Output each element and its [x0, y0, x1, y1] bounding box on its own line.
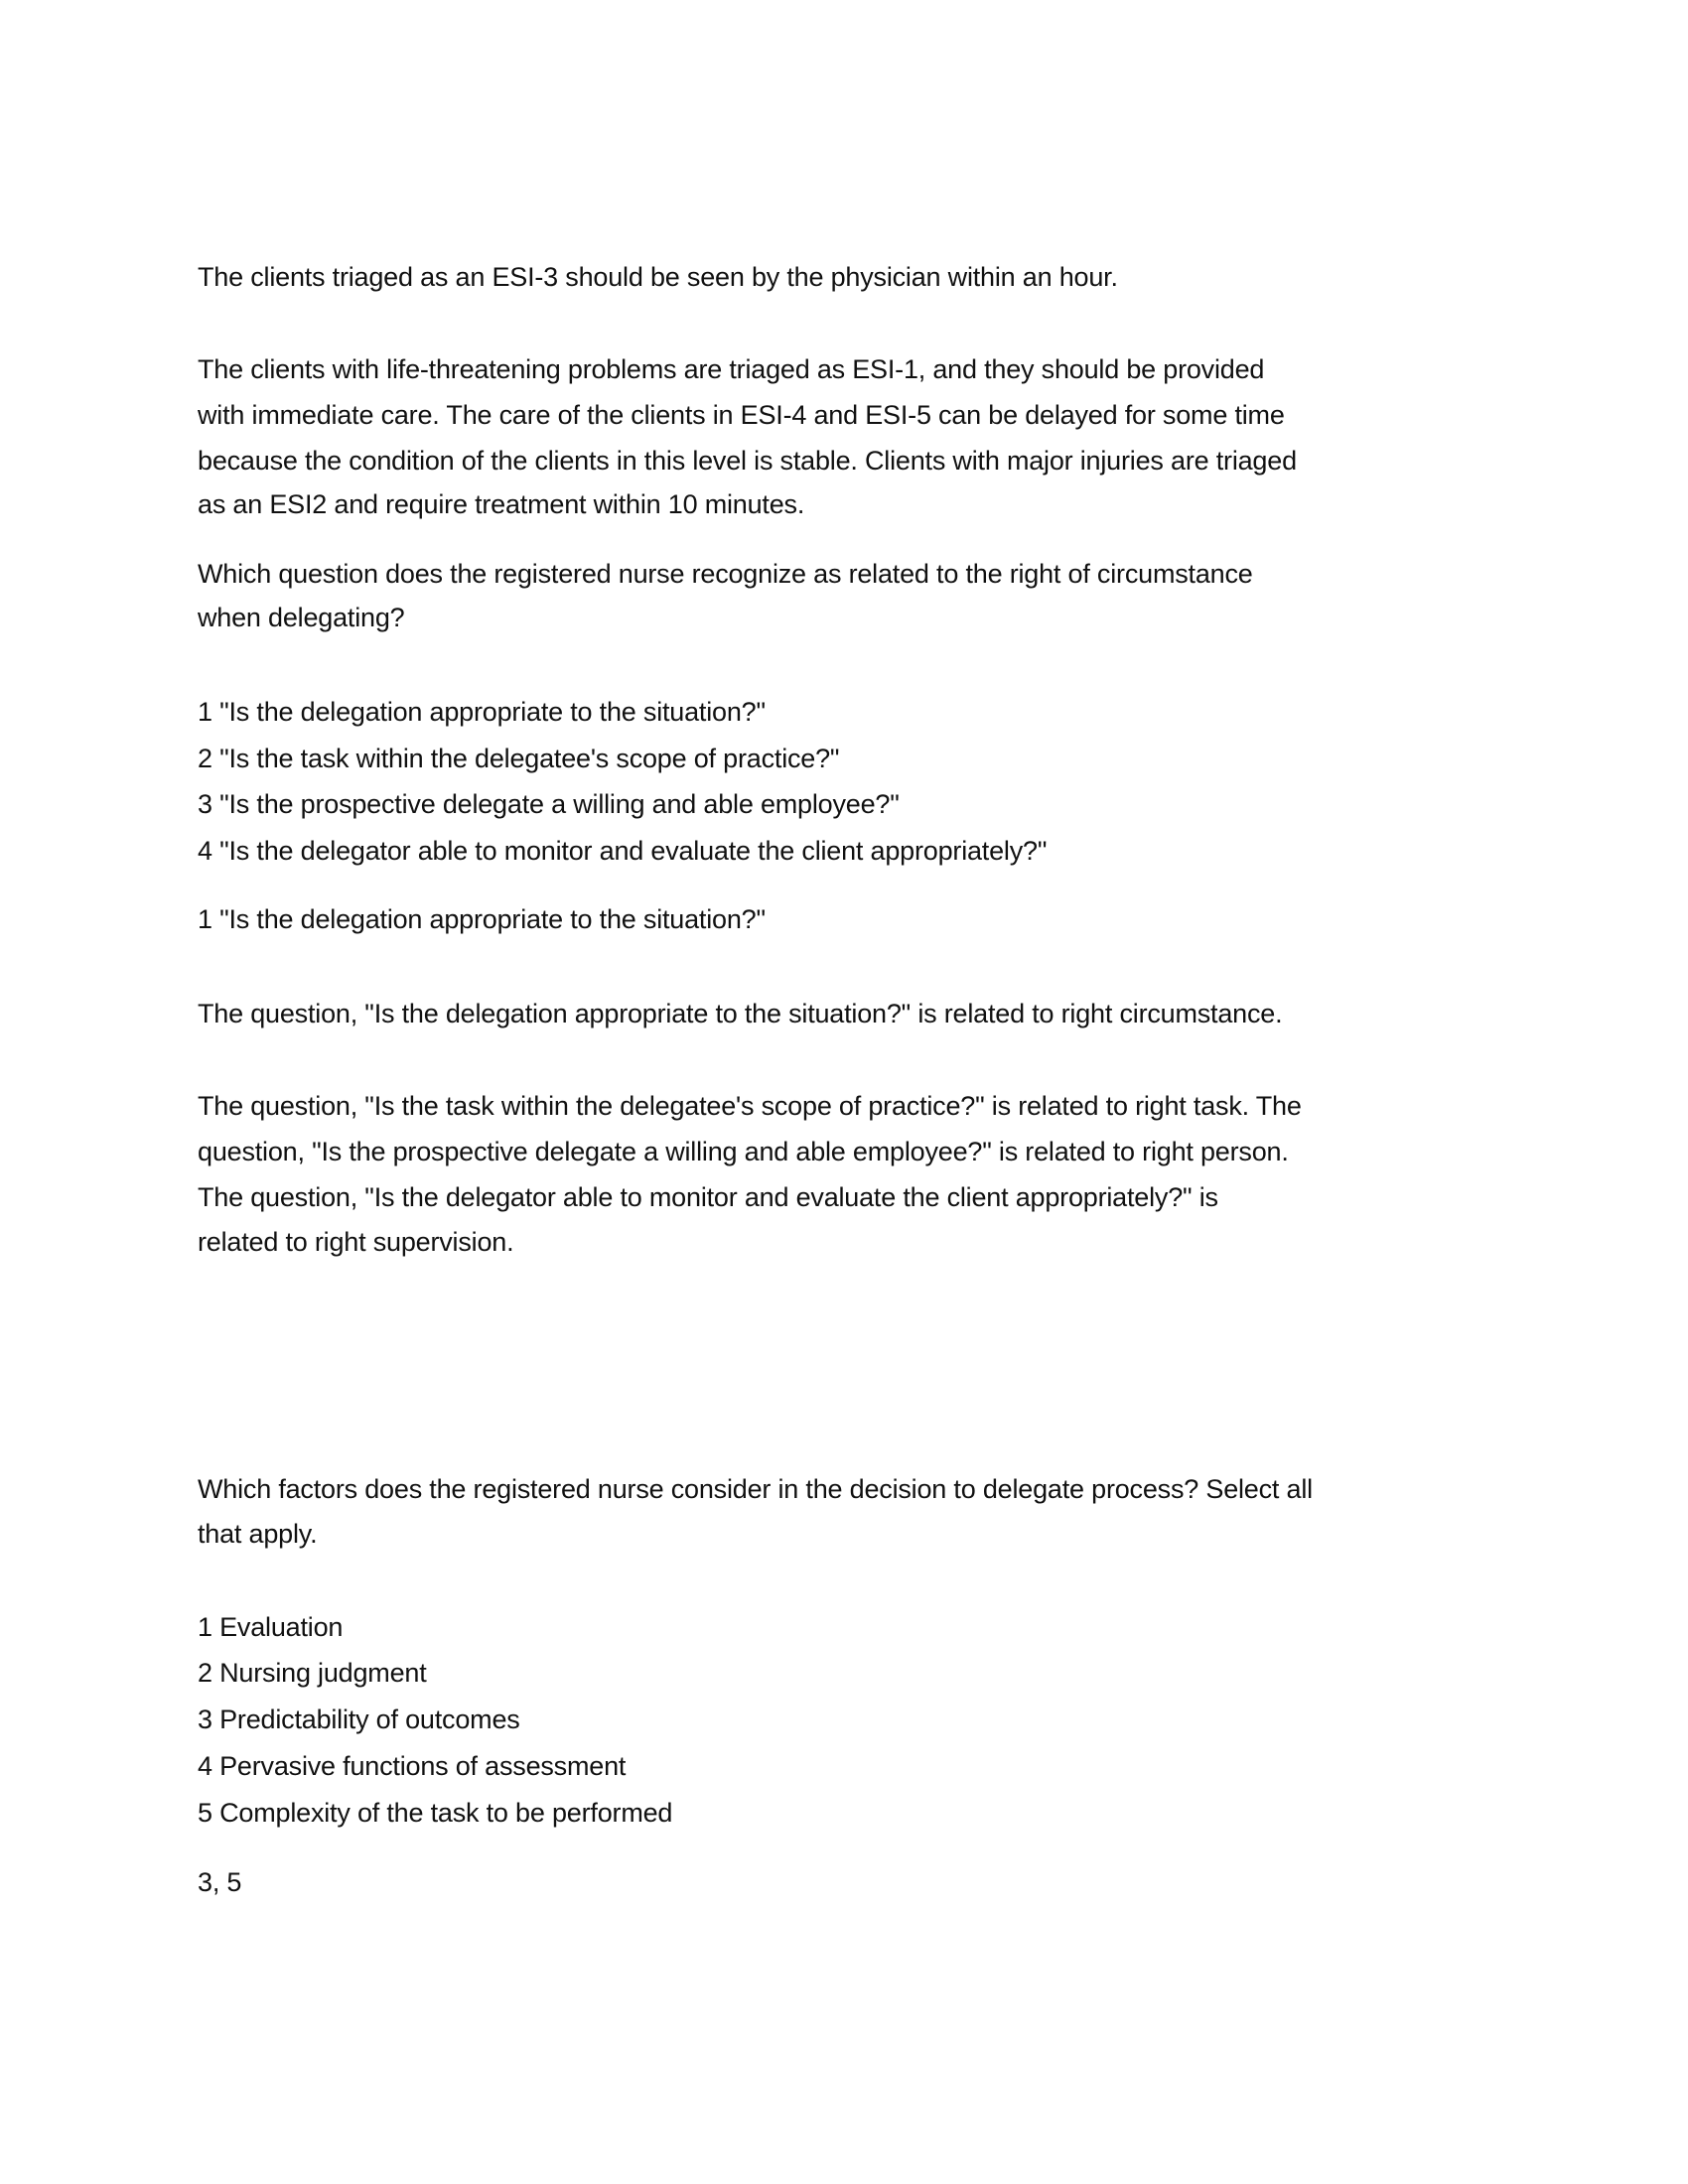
question-1-option: 4 "Is the delegator able to monitor and evaluate the client appropriately?" [198, 836, 1048, 866]
question-2-option: 3 Predictability of outcomes [198, 1705, 520, 1734]
question-2-option: 5 Complexity of the task to be performed [198, 1798, 673, 1828]
question-2-option: 4 Pervasive functions of assessment [198, 1751, 627, 1781]
rationale-line: because the condition of the clients in this level is stable. Clients with major injuries are triaged [198, 446, 1297, 476]
question-1-answer: 1 "Is the delegation appropriate to the situation?" [198, 904, 766, 934]
question-1-explanation: The question, "Is the task within the delegatee's scope of practice?" is related to right task. The [198, 1091, 1302, 1121]
rationale-line: as an ESI2 and require treatment within 10 minutes. [198, 489, 805, 519]
question-1-text: when delegating? [198, 603, 405, 632]
question-1-option: 1 "Is the delegation appropriate to the situation?" [198, 697, 766, 727]
question-1-explanation: question, "Is the prospective delegate a willing and able employee?" is related to right person. [198, 1137, 1289, 1166]
question-1-option: 2 "Is the task within the delegatee's scope of practice?" [198, 744, 840, 773]
question-2-text: that apply. [198, 1519, 318, 1549]
question-1-explanation: The question, "Is the delegation appropriate to the situation?" is related to right circumstance. [198, 999, 1283, 1028]
question-1-option: 3 "Is the prospective delegate a willing and able employee?" [198, 789, 900, 819]
question-2-option: 1 Evaluation [198, 1612, 344, 1642]
question-1-text: Which question does the registered nurse recognize as related to the right of circumstance [198, 559, 1253, 589]
rationale-line: The clients with life-threatening problems are triaged as ESI-1, and they should be provided [198, 354, 1265, 384]
question-2-option: 2 Nursing judgment [198, 1658, 427, 1688]
question-2-text: Which factors does the registered nurse consider in the decision to delegate process? Select all [198, 1474, 1313, 1504]
question-1-explanation: The question, "Is the delegator able to monitor and evaluate the client appropriately?" is [198, 1182, 1218, 1212]
rationale-line: with immediate care. The care of the clients in ESI-4 and ESI-5 can be delayed for some time [198, 400, 1285, 430]
question-2-answer: 3, 5 [198, 1867, 242, 1897]
esi3-statement: The clients triaged as an ESI-3 should be seen by the physician within an hour. [198, 262, 1118, 292]
question-1-explanation: related to right supervision. [198, 1227, 514, 1257]
